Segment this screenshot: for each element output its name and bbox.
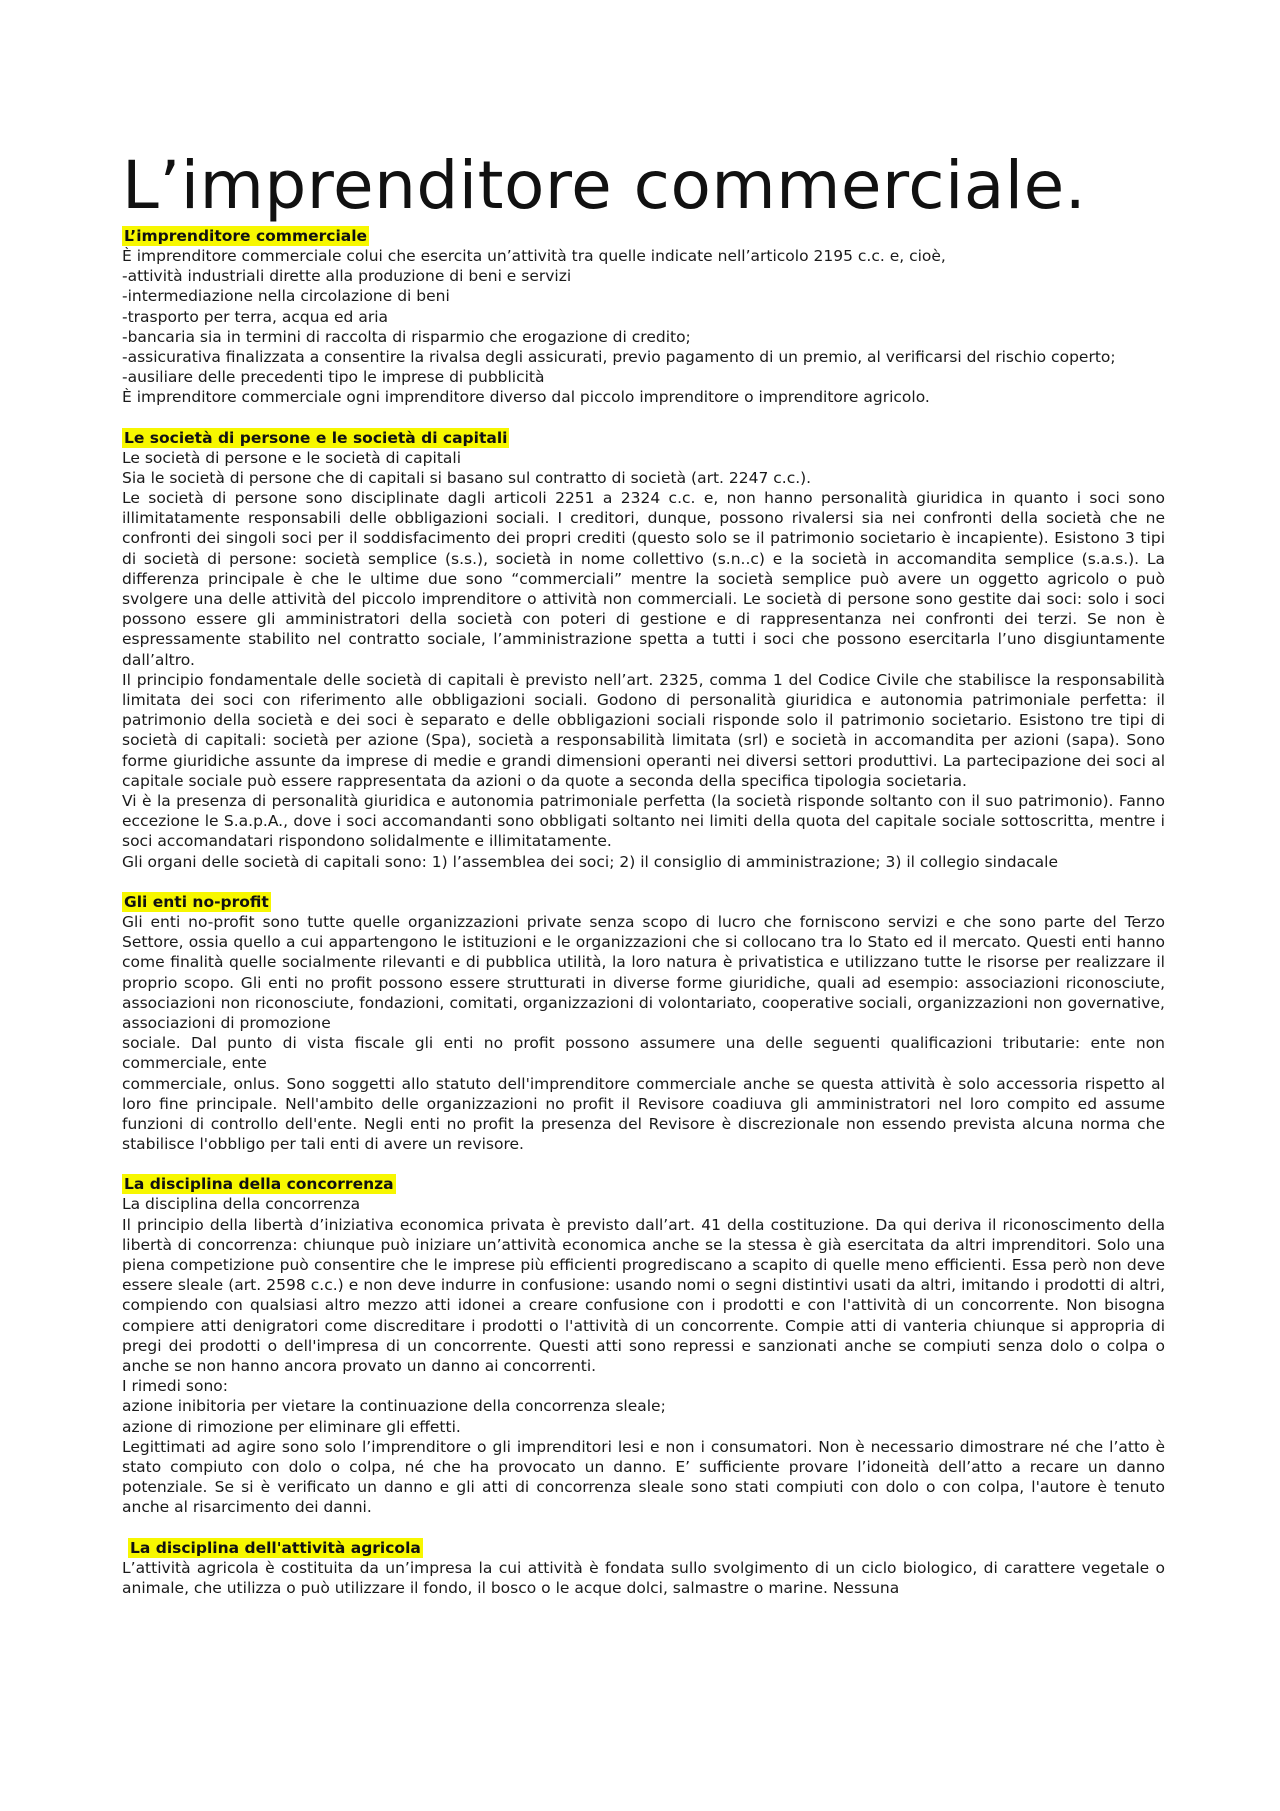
paragraph: Gli organi delle società di capitali sono: 1) l’assemblea dei soci; 2) il consiglio di amministrazione; 3) il collegio sindacale [122,852,1058,871]
list-item: -ausiliare delle precedenti tipo le imprese di pubblicità [122,368,545,387]
paragraph: commerciale, onlus. Sono soggetti allo statuto dell'imprenditore commerciale anche se questa attività è solo accessoria rispetto al loro fine principale. Nell'ambito delle organizzazioni no profit il Revisore coadiuva gli amministratori nel loro compito ed assume funzioni di controllo dell'ente. Negli enti no profit la presenza del Revisore è discrezionale non essendo prevista alcuna norma che stabilisce l'obbligo per tali enti di avere un revisore. [122,1074,1165,1154]
paragraph: Le società di persone sono disciplinate dagli articoli 2251 a 2324 c.c. e, non hanno personalità giuridica in quanto i soci sono illimitatamente responsabili delle obbligazioni sociali. I creditori, dunque, possono rivalersi sia nei confronti della società che ne confronti dei singoli soci per il soddisfacimento dei propri crediti (questo solo se il patrimonio societario è incapiente). Esistono 3 tipi di società di persone: società semplice (s.s.), società in nome collettivo (s.n..c) e la società in accomandita semplice (s.a.s.). La differenza principale è che le ultime due sono “commerciali” mentre la società semplice può avere un oggetto agricolo o può svolgere una delle attività del piccolo imprenditore o attività non commerciali. Le società di persone sono gestite dai soci: solo i soci possono essere gli amministratori della società con poteri di gestione e di rappresentanza nei confronti dei terzi. Se non è espressamente stabilito nel contratto sociale, l’amministrazione spetta a tutti i soci che possono esercitarla l’uno disgiuntamente dall’altro. [122,489,1165,669]
text-line: I rimedi sono: [122,1377,228,1396]
section-imprenditore-commerciale [122,226,1165,408]
section-heading: Le società di persone e le società di capitali [124,428,508,447]
text-line: È imprenditore commerciale colui che esercita un’attività tra quelle indicate nell’articolo 2195 c.c. e, cioè, [122,247,946,265]
subheading-line: Le società di persone e le società di capitali [122,448,462,467]
document-title: L’imprenditore commerciale. [122,147,1087,224]
list-item: azione inibitoria per vietare la continuazione della concorrenza sleale; [122,1397,666,1416]
paragraph: Gli enti no-profit sono tutte quelle organizzazioni private senza scopo di lucro che forniscono servizi e che sono parte del Terzo Settore, ossia quello a cui appartengono le istituzioni e le organizzazioni che si collocano tra lo Stato ed il mercato. Questi enti hanno come finalità quelle socialmente rilevanti e di pubblica utilità, la loro natura è privatistica e utilizzano tutte le risorse per realizzare il proprio scopo. Gli enti no profit possono essere strutturati in diverse forme giuridiche, quali ad esempio: associazioni riconosciute, associazioni non riconosciute, fondazioni, comitati, organizzazioni di volontariato, cooperative sociali, organizzazioni non governative, associazioni di promozione [122,912,1165,1032]
paragraph: sociale. Dal punto di vista fiscale gli enti no profit possono assumere una delle seguenti qualificazioni tributarie: ente non commerciale, ente [122,1034,1165,1073]
section-heading: Gli enti no-profit [124,892,269,911]
section-societa [122,428,1165,872]
section-heading: La disciplina dell'attività agricola [130,1538,421,1557]
paragraph: Legittimati ad agire sono solo l’imprenditore o gli imprenditori lesi e non i consumatori. Non è necessario dimostrare né che l’atto è stato compiuto con dolo o colpa, né che ha provocato un danno. E’ sufficiente provare l’idoneità dell’atto a recare un danno potenziale. Se si è verificato un danno e gli atti di concorrenza sleale sono stati compiuti con dolo o con colpa, l'autore è tenuto anche al risarcimento dei danni. [122,1437,1165,1517]
paragraph: L’attività agricola è costituita da un’impresa la cui attività è fondata sullo svolgimento di un ciclo biologico, di carattere vegetale o animale, che utilizza o può utilizzare il fondo, il bosco o le acque dolci, salmastre o marine. Nessuna [122,1558,1165,1597]
section-heading: La disciplina della concorrenza [124,1175,394,1194]
section-enti-no-profit [122,892,1165,1154]
list-item: -intermediazione nella circolazione di beni [122,287,450,306]
list-item: -trasporto per terra, acqua ed aria [122,307,388,326]
section-heading: L’imprenditore commerciale [124,227,368,245]
list-item: -assicurativa finalizzata a consentire la rivalsa degli assicurati, previo pagamento di un premio, al verificarsi del rischio coperto; [122,348,1116,367]
paragraph: Il principio fondamentale delle società di capitali è previsto nell’art. 2325, comma 1 del Codice Civile che stabilisce la responsabilità limitata dei soci con riferimento alle obbligazioni sociali. Godono di personalità giuridica e autonomia patrimoniale perfetta: il patrimonio della società e dei soci è separato e delle obbligazioni sociali risponde solo il patrimonio societario. Esistono tre tipi di società di capitali: società per azione (Spa), società a responsabilità limitata (srl) e società in accomandita per azioni (sapa). Sono forme giuridiche assunte da imprese di medie e grandi dimensioni operanti nei diversi settori produttivi. La partecipazione dei soci al capitale sociale può essere rappresentata da azioni o da quote a seconda della specifica tipologia societaria. [122,670,1165,790]
paragraph: Il principio della libertà d’iniziativa economica privata è previsto dall’art. 41 della costituzione. Da qui deriva il riconoscimento della libertà di concorrenza: chiunque può iniziare un’attività economica anche se la stessa è già esercitata da altri imprenditori. Solo una piena competizione può consentire che le imprese più efficienti progrediscano a scapito di quelle meno efficienti. Essa però non deve essere sleale (art. 2598 c.c.) e non deve indurre in confusione: usando nomi o segni distintivi usati da altri, imitando i prodotti di altri, compiendo con qualsiasi altro mezzo atti idonei a creare confusione con i prodotti e con l'attività di un concorrente. Non bisogna compiere atti denigratori come discreditare i prodotti o l'attività di un concorrente. Compie atti di vanteria chiunque si appropria di pregi dei prodotti o dell'impresa di un concorrente. Questi atti sono repressi e sanzionati anche se compiuti senza dolo o colpa o anche se non hanno ancora provato un danno ai concorrenti. [122,1215,1165,1375]
paragraph: Vi è la presenza di personalità giuridica e autonomia patrimoniale perfetta (la società risponde soltanto con il suo patrimonio). Fanno eccezione le S.a.p.A., dove i soci accomandanti sono obbligati soltanto nei limiti della quota del capitale sociale sottoscritta, mentre i soci accomandatari rispondono solidalmente e illimitatamente. [122,792,1165,851]
section-concorrenza [122,1174,1165,1517]
list-item: -attività industriali dirette alla produzione di beni e servizi [122,267,572,286]
text-line: Sia le società di persone che di capitali si basano sul contratto di società (art. 2247 c.c.). [122,468,812,487]
section-attivita-agricola [122,1538,1165,1598]
subheading-line: La disciplina della concorrenza [122,1195,361,1214]
text-line: È imprenditore commerciale ogni imprenditore diverso dal piccolo imprenditore o imprenditore agricolo. [122,388,930,407]
list-item: -bancaria sia in termini di raccolta di risparmio che erogazione di credito; [122,327,691,346]
list-item: azione di rimozione per eliminare gli effetti. [122,1417,461,1436]
